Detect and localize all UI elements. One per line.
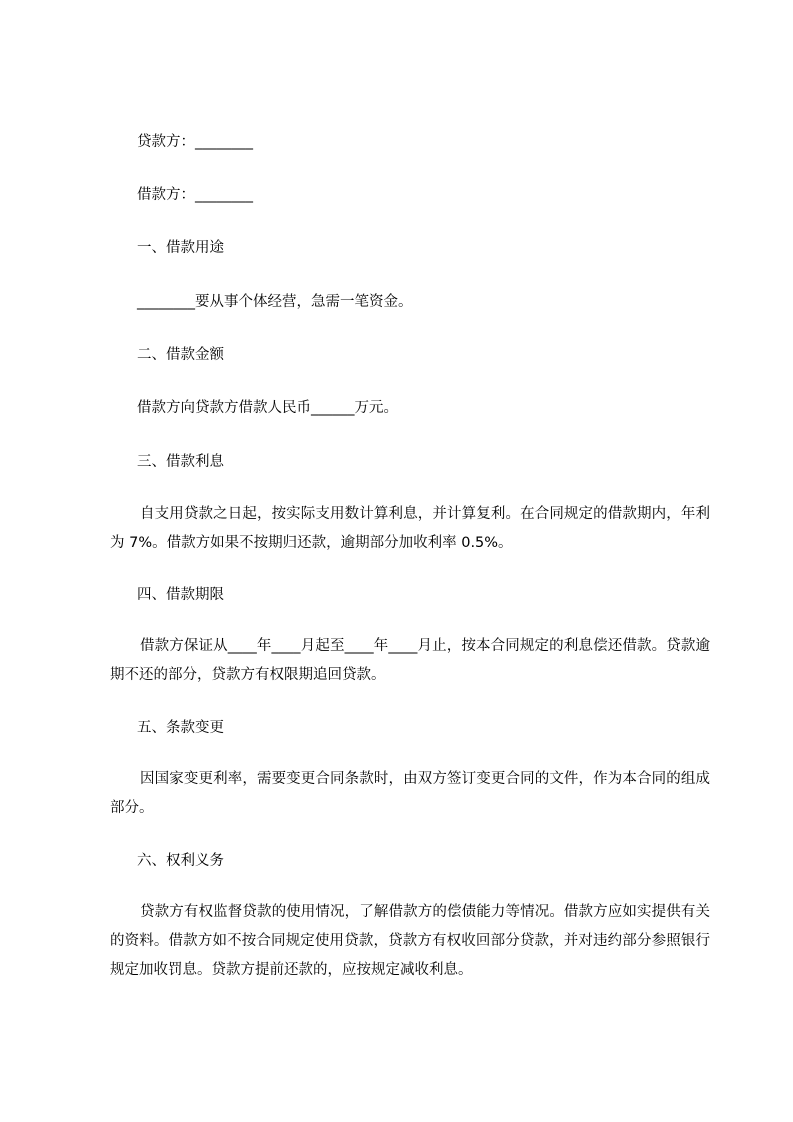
section-heading-interest: 三、借款利息 [137, 454, 224, 470]
lender-line: 贷款方：________ [137, 134, 253, 150]
section-heading-amount: 二、借款金额 [137, 347, 224, 363]
section-body-amount: 借款方向贷款方借款人民币______万元。 [137, 400, 398, 416]
section-body-term: 借款方保证从____年____月起至____年____月止，按本合同规定的利息偿还借款。贷款逾期不还的部分，贷款方有权限期追回贷款。 [110, 638, 710, 683]
section-heading-change: 五、条款变更 [137, 720, 224, 736]
section-heading-rights: 六、权利义务 [137, 853, 224, 869]
section-body-interest: 自支用贷款之日起，按实际支用数计算利息，并计算复利。在合同规定的借款期内，年利为 7%。借款方如果不按期归还款，逾期部分加收利率 0.5%。 [110, 506, 710, 551]
borrower-line: 借款方：________ [137, 187, 253, 203]
section-heading-purpose: 一、借款用途 [137, 240, 224, 256]
section-heading-term: 四、借款期限 [137, 587, 224, 603]
section-body-purpose: ________要从事个体经营，急需一笔资金。 [137, 294, 413, 310]
section-body-rights: 贷款方有权监督贷款的使用情况，了解借款方的偿债能力等情况。借款方应如实提供有关的资料。借款方如不按合同规定使用贷款，贷款方有权收回部分贷款，并对违约部分参照银行规定加收罚息。贷款方提前还款的，应按规定减收利息。 [110, 904, 710, 978]
section-body-change: 因国家变更利率，需要变更合同条款时，由双方签订变更合同的文件，作为本合同的组成部分。 [110, 771, 710, 816]
